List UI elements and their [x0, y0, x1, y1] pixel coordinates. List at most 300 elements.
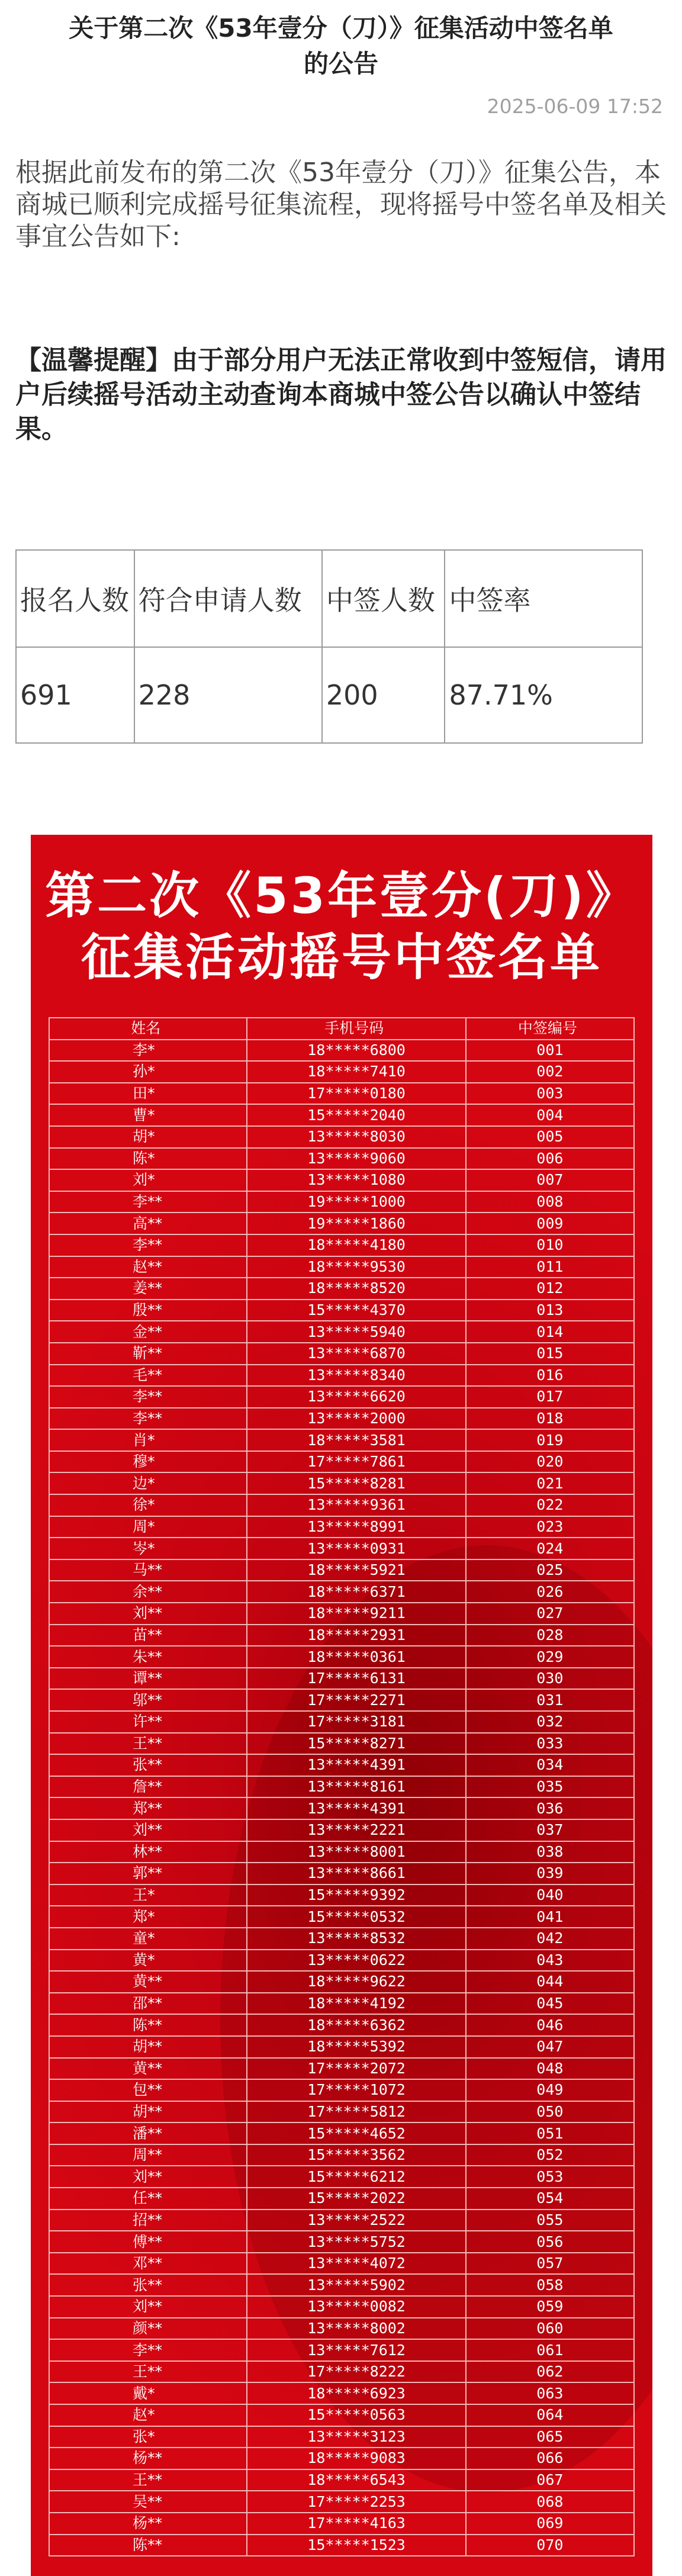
winner-phone: 17*****0180	[247, 1083, 465, 1105]
table-row	[49, 2404, 634, 2426]
reminder-paragraph: 【温馨提醒】由于部分用户无法正常收到中签短信，请用户后续摇号活动主动查询本商城中签公告以确认中签结果。	[15, 345, 667, 444]
winner-number: 018	[466, 1408, 634, 1430]
winner-number: 066	[466, 2448, 634, 2469]
table-row	[49, 2058, 634, 2080]
winner-number: 014	[466, 1321, 634, 1343]
winner-number: 028	[466, 1625, 634, 1646]
winner-name: 童*	[49, 1928, 247, 1950]
winner-name: 陈**	[49, 2535, 247, 2556]
table-row	[49, 1169, 634, 1191]
winner-name: 邓**	[49, 2253, 247, 2275]
winner-name: 孙*	[49, 1061, 247, 1083]
article-title	[0, 11, 682, 82]
winner-number: 026	[466, 1581, 634, 1603]
table-row	[49, 2382, 634, 2404]
winner-number: 057	[466, 2253, 634, 2275]
stats-table	[15, 549, 643, 744]
winner-name: 李*	[49, 1040, 247, 1062]
table-row	[49, 1906, 634, 1928]
winner-name: 朱**	[49, 1646, 247, 1668]
winner-phone: 15*****8271	[247, 1733, 465, 1755]
winner-name: 许**	[49, 1711, 247, 1733]
winner-number: 039	[466, 1863, 634, 1884]
table-row	[49, 1278, 634, 1300]
table-row	[49, 1559, 634, 1581]
winner-name: 王*	[49, 1884, 247, 1906]
winner-number: 008	[466, 1191, 634, 1213]
winner-phone: 15*****2022	[247, 2188, 465, 2210]
winner-number: 060	[466, 2318, 634, 2340]
winner-phone: 15*****9392	[247, 1884, 465, 1906]
winner-phone: 13*****5752	[247, 2231, 465, 2253]
winner-name: 李**	[49, 1408, 247, 1430]
winners-table	[49, 1017, 635, 2556]
winner-phone: 17*****2072	[247, 2058, 465, 2080]
winner-phone: 15*****4370	[247, 1300, 465, 1321]
winner-phone: 18*****4180	[247, 1234, 465, 1256]
table-row	[49, 1625, 634, 1646]
winner-number: 030	[466, 1668, 634, 1690]
table-row	[49, 2079, 634, 2101]
winner-name: 李**	[49, 2339, 247, 2361]
winner-number: 016	[466, 1365, 634, 1387]
winner-name: 李**	[49, 1191, 247, 1213]
winner-number: 041	[466, 1906, 634, 1928]
table-row	[49, 1213, 634, 1234]
winner-number: 064	[466, 2404, 634, 2426]
table-row	[49, 2036, 634, 2058]
winner-number: 036	[466, 1797, 634, 1819]
winner-number: 048	[466, 2058, 634, 2080]
winner-name: 高**	[49, 1213, 247, 1234]
column-header-name: 姓名	[49, 1018, 247, 1040]
table-row	[49, 1191, 634, 1213]
winner-number: 003	[466, 1083, 634, 1105]
winner-phone: 13*****6870	[247, 1343, 465, 1365]
stats-header-winners: 中签人数	[322, 550, 445, 647]
stats-header-eligible: 符合申请人数	[134, 550, 322, 647]
winner-name: 吴**	[49, 2491, 247, 2513]
table-row	[49, 1343, 634, 1365]
table-row	[49, 2166, 634, 2188]
winner-name: 胡**	[49, 2036, 247, 2058]
winner-number: 063	[466, 2382, 634, 2404]
winner-phone: 17*****4163	[247, 2513, 465, 2535]
winner-number: 031	[466, 1689, 634, 1711]
winner-phone: 13*****8340	[247, 1365, 465, 1387]
table-row	[49, 2122, 634, 2144]
winner-phone: 13*****5902	[247, 2274, 465, 2296]
intro-paragraph: 根据此前发布的第二次《53年壹分（刀）》征集公告，本商城已顺利完成摇号征集流程，现将摇号中签名单及相关事宜公告如下:	[15, 157, 667, 252]
winner-phone: 13*****8001	[247, 1841, 465, 1863]
winner-name: 傅**	[49, 2231, 247, 2253]
winner-phone: 13*****8002	[247, 2318, 465, 2340]
table-row	[49, 1819, 634, 1841]
winner-phone: 17*****3181	[247, 1711, 465, 1733]
winner-name: 陈**	[49, 2014, 247, 2036]
winner-number: 017	[466, 1386, 634, 1408]
table-row	[49, 1797, 634, 1819]
winner-phone: 15*****0563	[247, 2404, 465, 2426]
winner-name: 邵**	[49, 1993, 247, 2015]
winner-number: 020	[466, 1451, 634, 1473]
winner-phone: 13*****2522	[247, 2210, 465, 2231]
winner-phone: 13*****2000	[247, 1408, 465, 1430]
winner-name: 颜**	[49, 2318, 247, 2340]
winner-name: 刘**	[49, 1603, 247, 1625]
winner-phone: 13*****9361	[247, 1494, 465, 1516]
stats-value-applicants: 691	[16, 647, 134, 743]
winner-number: 059	[466, 2296, 634, 2318]
winner-name: 周*	[49, 1516, 247, 1538]
winner-phone: 18*****7410	[247, 1061, 465, 1083]
table-row	[49, 1429, 634, 1451]
winner-phone: 13*****1080	[247, 1169, 465, 1191]
winner-number: 052	[466, 2144, 634, 2166]
winner-name: 胡*	[49, 1126, 247, 1148]
winner-name: 潘**	[49, 2122, 247, 2144]
table-row	[49, 2296, 634, 2318]
winner-phone: 18*****8520	[247, 1278, 465, 1300]
table-row	[49, 1538, 634, 1559]
poster-title-line2: 征集活动摇号中签名单	[81, 928, 602, 986]
winner-phone: 13*****8161	[247, 1776, 465, 1798]
table-row	[49, 2426, 634, 2448]
table-row	[49, 1083, 634, 1105]
winner-name: 任**	[49, 2188, 247, 2210]
winner-number: 062	[466, 2361, 634, 2383]
table-row	[49, 1776, 634, 1798]
winner-number: 035	[466, 1776, 634, 1798]
winner-phone: 13*****3123	[247, 2426, 465, 2448]
poster-title-line1: 第二次《53年壹分(刀)》	[45, 867, 638, 925]
article-title-line1: 关于第二次《53年壹分（刀）》征集活动中签名单	[69, 14, 613, 43]
winner-name: 金**	[49, 1321, 247, 1343]
table-row	[49, 1148, 634, 1170]
winner-name: 胡**	[49, 2101, 247, 2123]
winner-number: 068	[466, 2491, 634, 2513]
winner-name: 刘*	[49, 1169, 247, 1191]
winner-number: 061	[466, 2339, 634, 2361]
winner-phone: 15*****2040	[247, 1104, 465, 1126]
table-row	[49, 1408, 634, 1430]
table-row	[49, 2274, 634, 2296]
table-row	[49, 2231, 634, 2253]
winner-number: 011	[466, 1256, 634, 1278]
winner-number: 033	[466, 1733, 634, 1755]
winner-name: 周**	[49, 2144, 247, 2166]
table-row	[49, 1841, 634, 1863]
winner-phone: 17*****5812	[247, 2101, 465, 2123]
table-row	[49, 1863, 634, 1884]
winner-phone: 13*****0931	[247, 1538, 465, 1559]
winner-number: 070	[466, 2535, 634, 2556]
winners-poster	[31, 835, 652, 2576]
winner-number: 029	[466, 1646, 634, 1668]
winner-number: 069	[466, 2513, 634, 2535]
winner-name: 王**	[49, 1733, 247, 1755]
winner-phone: 18*****2931	[247, 1625, 465, 1646]
winner-number: 043	[466, 1950, 634, 1972]
stats-value-eligible: 228	[134, 647, 322, 743]
winner-phone: 15*****6212	[247, 2166, 465, 2188]
winner-number: 044	[466, 1971, 634, 1993]
winner-name: 戴*	[49, 2382, 247, 2404]
winner-name: 杨**	[49, 2513, 247, 2535]
winner-phone: 13*****8532	[247, 1928, 465, 1950]
winner-number: 047	[466, 2036, 634, 2058]
winner-name: 肖*	[49, 1429, 247, 1451]
stats-value-row	[16, 647, 642, 743]
table-row	[49, 1581, 634, 1603]
winner-number: 006	[466, 1148, 634, 1170]
winner-phone: 19*****1000	[247, 1191, 465, 1213]
winner-phone: 17*****6131	[247, 1668, 465, 1690]
table-row	[49, 2014, 634, 2036]
winner-number: 040	[466, 1884, 634, 1906]
winner-name: 马**	[49, 1559, 247, 1581]
table-row	[49, 2210, 634, 2231]
winner-name: 刘**	[49, 1819, 247, 1841]
winner-name: 张**	[49, 1754, 247, 1776]
winners-header-row	[49, 1018, 634, 1040]
winner-number: 055	[466, 2210, 634, 2231]
table-row	[49, 2361, 634, 2383]
table-row	[49, 1928, 634, 1950]
table-row	[49, 1365, 634, 1387]
winner-name: 王**	[49, 2361, 247, 2383]
winner-number: 019	[466, 1429, 634, 1451]
winner-phone: 13*****5940	[247, 1321, 465, 1343]
winner-number: 005	[466, 1126, 634, 1148]
winner-phone: 18*****6800	[247, 1040, 465, 1062]
winner-name: 王**	[49, 2469, 247, 2491]
stats-value-rate: 87.71%	[445, 647, 642, 743]
table-row	[49, 1993, 634, 2015]
table-row	[49, 2318, 634, 2340]
winner-number: 065	[466, 2426, 634, 2448]
winner-number: 038	[466, 1841, 634, 1863]
winner-phone: 18*****9622	[247, 1971, 465, 1993]
winner-number: 045	[466, 1993, 634, 2015]
winner-number: 021	[466, 1472, 634, 1494]
winner-phone: 18*****5921	[247, 1559, 465, 1581]
table-row	[49, 1300, 634, 1321]
winner-name: 毛**	[49, 1365, 247, 1387]
winner-phone: 15*****3562	[247, 2144, 465, 2166]
winner-phone: 15*****0532	[247, 1906, 465, 1928]
table-row	[49, 1884, 634, 1906]
stats-value-winners: 200	[322, 647, 445, 743]
winner-number: 053	[466, 2166, 634, 2188]
winner-number: 025	[466, 1559, 634, 1581]
winner-name: 包**	[49, 2079, 247, 2101]
winner-name: 郑**	[49, 1797, 247, 1819]
winner-name: 杨**	[49, 2448, 247, 2469]
winner-number: 032	[466, 1711, 634, 1733]
table-row	[49, 2339, 634, 2361]
winner-phone: 15*****1523	[247, 2535, 465, 2556]
winner-name: 苗**	[49, 1625, 247, 1646]
winner-phone: 19*****1860	[247, 1213, 465, 1234]
winner-number: 037	[466, 1819, 634, 1841]
winner-number: 015	[466, 1343, 634, 1365]
winner-name: 张*	[49, 2426, 247, 2448]
winner-number: 004	[466, 1104, 634, 1126]
winner-phone: 18*****6362	[247, 2014, 465, 2036]
publish-date: 2025-06-09 17:52	[487, 95, 663, 118]
table-row	[49, 2491, 634, 2513]
table-row	[49, 2448, 634, 2469]
winner-name: 郑*	[49, 1906, 247, 1928]
table-row	[49, 1386, 634, 1408]
winner-name: 李**	[49, 1234, 247, 1256]
winner-name: 赵*	[49, 2404, 247, 2426]
winner-number: 013	[466, 1300, 634, 1321]
winner-name: 穆*	[49, 1451, 247, 1473]
table-row	[49, 2188, 634, 2210]
table-row	[49, 1321, 634, 1343]
table-row	[49, 1971, 634, 1993]
winner-phone: 18*****0361	[247, 1646, 465, 1668]
winner-phone: 18*****9211	[247, 1603, 465, 1625]
winner-name: 边*	[49, 1472, 247, 1494]
winner-phone: 17*****1072	[247, 2079, 465, 2101]
winner-name: 靳**	[49, 1343, 247, 1365]
winner-phone: 13*****6620	[247, 1386, 465, 1408]
winner-number: 056	[466, 2231, 634, 2253]
winner-phone: 18*****6371	[247, 1581, 465, 1603]
winner-phone: 18*****9530	[247, 1256, 465, 1278]
stats-header-rate: 中签率	[445, 550, 642, 647]
winner-number: 051	[466, 2122, 634, 2144]
winner-name: 刘**	[49, 2296, 247, 2318]
winner-name: 刘**	[49, 2166, 247, 2188]
table-row	[49, 1646, 634, 1668]
table-row	[49, 1472, 634, 1494]
winner-phone: 18*****3581	[247, 1429, 465, 1451]
winner-phone: 18*****9083	[247, 2448, 465, 2469]
winner-phone: 17*****7861	[247, 1451, 465, 1473]
table-row	[49, 1754, 634, 1776]
winner-number: 054	[466, 2188, 634, 2210]
winner-phone: 18*****5392	[247, 2036, 465, 2058]
winner-phone: 17*****8222	[247, 2361, 465, 2383]
winner-number: 042	[466, 1928, 634, 1950]
winner-name: 张**	[49, 2274, 247, 2296]
stats-header-applicants: 报名人数	[16, 550, 134, 647]
winner-name: 岑*	[49, 1538, 247, 1559]
winner-name: 殷**	[49, 1300, 247, 1321]
winner-phone: 15*****4652	[247, 2122, 465, 2144]
winner-name: 谭**	[49, 1668, 247, 1690]
table-row	[49, 2101, 634, 2123]
table-row	[49, 1668, 634, 1690]
winner-phone: 13*****9060	[247, 1148, 465, 1170]
winner-name: 黄*	[49, 1950, 247, 1972]
winner-name: 詹**	[49, 1776, 247, 1798]
table-row	[49, 1516, 634, 1538]
winner-phone: 18*****4192	[247, 1993, 465, 2015]
table-row	[49, 2513, 634, 2535]
winner-name: 徐*	[49, 1494, 247, 1516]
table-row	[49, 1256, 634, 1278]
article-title-line2: 的公告	[303, 49, 378, 78]
winner-name: 林**	[49, 1841, 247, 1863]
table-row	[49, 2469, 634, 2491]
winner-number: 012	[466, 1278, 634, 1300]
table-row	[49, 1711, 634, 1733]
winner-name: 姜**	[49, 1278, 247, 1300]
table-row	[49, 1494, 634, 1516]
table-row	[49, 1733, 634, 1755]
winner-name: 田*	[49, 1083, 247, 1105]
winner-number: 049	[466, 2079, 634, 2101]
winner-number: 001	[466, 1040, 634, 1062]
winner-phone: 17*****2271	[247, 1689, 465, 1711]
winner-phone: 18*****6543	[247, 2469, 465, 2491]
winner-name: 招**	[49, 2210, 247, 2231]
table-row	[49, 1451, 634, 1473]
table-row	[49, 1126, 634, 1148]
winner-name: 赵**	[49, 1256, 247, 1278]
winner-number: 024	[466, 1538, 634, 1559]
winner-name: 黄**	[49, 1971, 247, 1993]
table-row	[49, 2144, 634, 2166]
column-header-number: 中签编号	[466, 1018, 634, 1040]
winner-phone: 13*****0082	[247, 2296, 465, 2318]
winner-name: 黄**	[49, 2058, 247, 2080]
winner-phone: 18*****6923	[247, 2382, 465, 2404]
winner-number: 067	[466, 2469, 634, 2491]
winner-phone: 13*****2221	[247, 1819, 465, 1841]
winner-name: 郭**	[49, 1863, 247, 1884]
winner-name: 陈*	[49, 1148, 247, 1170]
winner-number: 010	[466, 1234, 634, 1256]
table-row	[49, 1950, 634, 1972]
table-row	[49, 1603, 634, 1625]
winner-name: 邬**	[49, 1689, 247, 1711]
table-row	[49, 1061, 634, 1083]
winner-number: 009	[466, 1213, 634, 1234]
winner-number: 046	[466, 2014, 634, 2036]
winner-number: 022	[466, 1494, 634, 1516]
table-row	[49, 1104, 634, 1126]
winner-phone: 13*****8991	[247, 1516, 465, 1538]
winner-name: 李**	[49, 1386, 247, 1408]
winner-number: 002	[466, 1061, 634, 1083]
stats-header-row	[16, 550, 642, 647]
table-row	[49, 2253, 634, 2275]
winner-number: 050	[466, 2101, 634, 2123]
winner-phone: 13*****8661	[247, 1863, 465, 1884]
winner-phone: 15*****8281	[247, 1472, 465, 1494]
winner-phone: 13*****0622	[247, 1950, 465, 1972]
table-row	[49, 2535, 634, 2556]
table-row	[49, 1234, 634, 1256]
winner-name: 余**	[49, 1581, 247, 1603]
winner-number: 058	[466, 2274, 634, 2296]
winner-phone: 13*****4072	[247, 2253, 465, 2275]
winner-phone: 13*****4391	[247, 1797, 465, 1819]
winner-number: 034	[466, 1754, 634, 1776]
column-header-phone: 手机号码	[247, 1018, 465, 1040]
winner-number: 007	[466, 1169, 634, 1191]
winner-phone: 13*****4391	[247, 1754, 465, 1776]
table-row	[49, 1689, 634, 1711]
table-row	[49, 1040, 634, 1062]
winner-phone: 13*****7612	[247, 2339, 465, 2361]
